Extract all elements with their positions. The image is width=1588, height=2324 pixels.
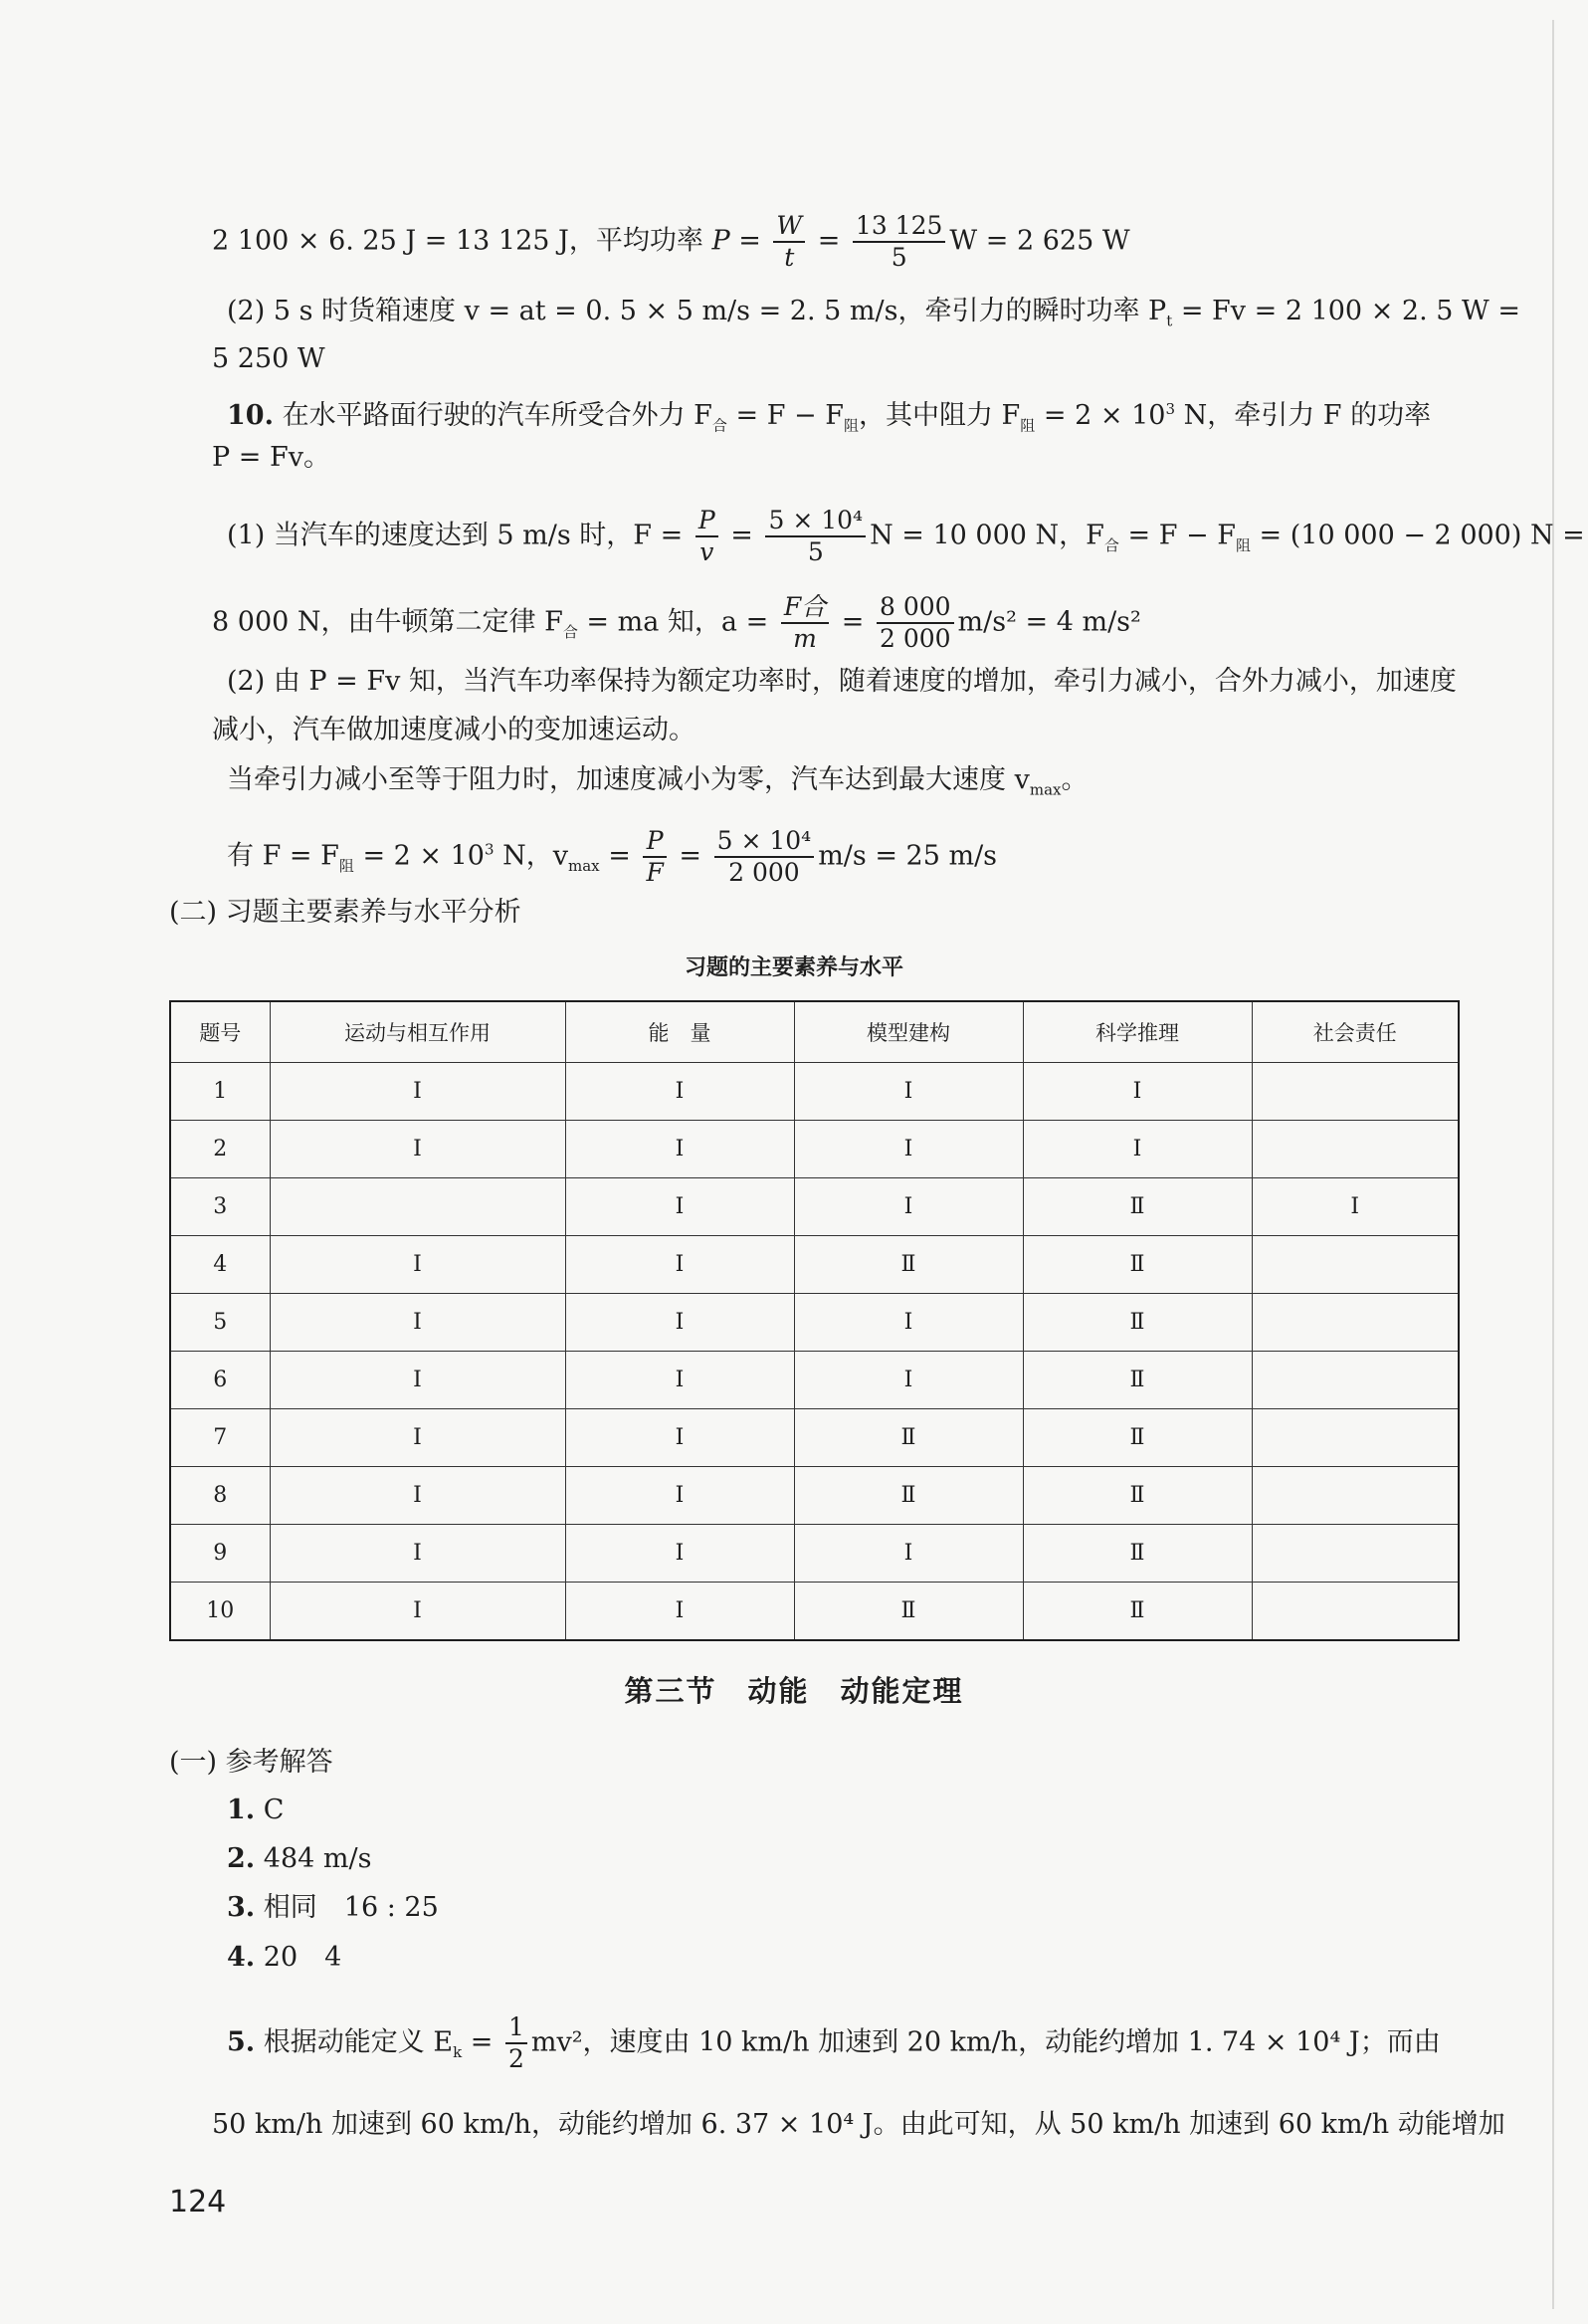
text: N = 10 000 N，F <box>870 520 1104 551</box>
line-4 <box>227 392 1431 442</box>
table-cell: Ⅰ <box>270 1467 565 1525</box>
numerator: 5 × 10⁴ <box>714 826 815 858</box>
table-title: 习题的主要素养与水平 <box>684 955 903 980</box>
text: = 2 × 10 <box>353 840 485 872</box>
header-cell: 科学推理 <box>1023 1001 1252 1063</box>
text: ，其中阻力 F <box>858 400 1021 431</box>
table-cell <box>1252 1121 1459 1178</box>
subscript: 阻 <box>1020 416 1036 435</box>
question-number: 3. <box>227 1892 256 1923</box>
subscript: max <box>568 856 600 875</box>
table-cell: 9 <box>170 1525 270 1583</box>
denominator: 2 000 <box>728 858 800 887</box>
table-cell: 3 <box>170 1178 270 1236</box>
subsection-heading: (一) 参考解答 <box>169 1747 333 1778</box>
answer-text: 相同 16 : 25 <box>263 1892 439 1923</box>
fraction <box>695 506 718 567</box>
header-cell: 社会责任 <box>1252 1001 1459 1063</box>
numerator: 8 000 <box>877 592 954 624</box>
text: (2) 5 s 时货箱速度 v = at = 0. 5 × 5 m/s = 2. 5 m/s，牵引力的瞬时功率 P <box>227 296 1167 326</box>
table-cell: Ⅰ <box>565 1467 794 1525</box>
numerator: P <box>695 506 718 537</box>
table-cell: Ⅰ <box>565 1294 794 1352</box>
table-cell: 5 <box>170 1294 270 1352</box>
table-cell: Ⅱ <box>794 1409 1023 1467</box>
fraction <box>505 2012 527 2074</box>
text: m/s² = 4 m/s² <box>957 606 1141 638</box>
text: 8 000 N，由牛顿第二定律 F <box>212 606 563 638</box>
line-9: 减小，汽车做加速度减小的变加速运动。 <box>212 715 695 745</box>
header-cell: 运动与相互作用 <box>270 1001 565 1063</box>
table-cell: Ⅰ <box>270 1294 565 1352</box>
numerator: 13 125 <box>853 211 945 243</box>
subscript: 合 <box>1103 535 1119 554</box>
table-cell: Ⅰ <box>270 1063 565 1121</box>
line-8: (2) 由 P = Fv 知，当汽车功率保持为额定功率时，随着速度的增加，牵引力减小，合外力减小，加速度 <box>227 666 1457 697</box>
text: mv²，速度由 10 km/h 加速到 20 km/h，动能约增加 1. 74 × 10⁴ J；而由 <box>530 2026 1441 2058</box>
header-cell: 能 量 <box>565 1001 794 1063</box>
text: = F − F <box>1118 520 1236 551</box>
table-cell: 10 <box>170 1583 270 1641</box>
table-cell: Ⅰ <box>794 1525 1023 1583</box>
fraction <box>781 592 829 654</box>
answer-text: 20 4 <box>263 1942 342 1973</box>
table-cell: Ⅰ <box>794 1352 1023 1409</box>
fraction <box>773 211 805 273</box>
subscript: 合 <box>562 622 578 641</box>
subscript: 合 <box>711 416 727 435</box>
text: W = 2 625 W <box>949 225 1130 257</box>
text: m/s = 25 m/s <box>818 840 998 872</box>
text: = (10 000 − 2 000) N = <box>1250 520 1585 551</box>
section-title: 第三节 动能 动能定理 <box>624 1674 964 1708</box>
table-cell <box>270 1178 565 1236</box>
numerator: W <box>773 211 805 243</box>
text: = <box>721 520 762 551</box>
text: 2 100 × 6. 25 J = 13 125 J，平均功率 <box>212 225 712 257</box>
table-cell: Ⅰ <box>270 1525 565 1583</box>
text: 在水平路面行驶的汽车所受合外力 F <box>273 400 712 431</box>
text: = <box>599 840 640 872</box>
text: = <box>670 840 710 872</box>
text: (1) 当汽车的速度达到 5 m/s 时，F = <box>227 520 692 551</box>
table-cell: Ⅱ <box>1023 1352 1252 1409</box>
table-cell: Ⅰ <box>1023 1121 1252 1178</box>
table-cell: 4 <box>170 1236 270 1294</box>
table-cell: Ⅰ <box>565 1121 794 1178</box>
question-number: 2. <box>227 1843 256 1874</box>
table-cell: Ⅰ <box>565 1583 794 1641</box>
table-cell: Ⅰ <box>565 1063 794 1121</box>
table-cell <box>1252 1583 1459 1641</box>
table-cell <box>1252 1352 1459 1409</box>
literacy-level-table <box>169 1000 1460 1641</box>
table-cell: Ⅰ <box>565 1525 794 1583</box>
table-row <box>170 1121 1459 1178</box>
table-cell: Ⅰ <box>270 1352 565 1409</box>
line-3: 5 250 W <box>212 343 325 374</box>
denominator: t <box>784 243 795 272</box>
table-cell: Ⅱ <box>794 1467 1023 1525</box>
table-row <box>170 1525 1459 1583</box>
table-cell: Ⅰ <box>270 1236 565 1294</box>
denominator: m <box>793 624 817 653</box>
table-cell: Ⅱ <box>794 1236 1023 1294</box>
answer-1 <box>227 1794 284 1827</box>
text: = <box>729 225 770 257</box>
table-cell <box>1252 1525 1459 1583</box>
table-cell: Ⅱ <box>794 1583 1023 1641</box>
table-cell <box>1252 1467 1459 1525</box>
question-number: 10. <box>227 400 274 431</box>
line-5: P = Fv。 <box>212 442 330 473</box>
denominator: 5 <box>891 243 907 272</box>
text: = <box>809 225 849 257</box>
header-cell: 题号 <box>170 1001 270 1063</box>
subscript: t <box>1166 312 1173 330</box>
table-row <box>170 1236 1459 1294</box>
table-cell <box>1252 1236 1459 1294</box>
numerator: F合 <box>781 592 829 624</box>
table-cell: Ⅱ <box>1023 1294 1252 1352</box>
answer-5 <box>227 2012 1441 2074</box>
table-cell: Ⅰ <box>270 1121 565 1178</box>
table-cell: Ⅰ <box>270 1409 565 1467</box>
line-2 <box>227 295 1520 337</box>
text: = <box>462 2026 501 2058</box>
text: 当牵引力减小至等于阻力时，加速度减小为零，汽车达到最大速度 v <box>227 764 1030 795</box>
table-cell: Ⅰ <box>1023 1063 1252 1121</box>
table-row <box>170 1583 1459 1641</box>
table-cell: Ⅰ <box>794 1121 1023 1178</box>
fraction <box>714 826 815 888</box>
line-11 <box>227 826 997 888</box>
table-cell: 1 <box>170 1063 270 1121</box>
table-cell: Ⅰ <box>1252 1178 1459 1236</box>
fraction <box>853 211 945 273</box>
line-10 <box>227 763 1088 806</box>
table-cell: Ⅰ <box>565 1352 794 1409</box>
subscript: 阻 <box>1235 535 1251 554</box>
text: 根据动能定义 E <box>255 2026 454 2058</box>
table-row <box>170 1409 1459 1467</box>
subscript: 阻 <box>338 856 354 875</box>
fraction <box>765 506 866 567</box>
table-cell <box>1252 1063 1459 1121</box>
superscript: 3 <box>1165 400 1175 418</box>
answer-4 <box>227 1941 341 1975</box>
table-cell: Ⅱ <box>1023 1525 1252 1583</box>
text: = 2 × 10 <box>1035 400 1166 431</box>
answer-2 <box>227 1842 371 1876</box>
page-edge-rule <box>1552 20 1554 2309</box>
table-row <box>170 1063 1459 1121</box>
table-cell: Ⅱ <box>1023 1409 1252 1467</box>
table-cell: 7 <box>170 1409 270 1467</box>
table-cell: Ⅰ <box>794 1294 1023 1352</box>
page-number: 124 <box>169 2185 227 2219</box>
answer-3 <box>227 1891 439 1925</box>
table-cell <box>1252 1409 1459 1467</box>
denominator: 2 000 <box>879 624 951 653</box>
header-cell: 模型建构 <box>794 1001 1023 1063</box>
table-cell: Ⅰ <box>565 1409 794 1467</box>
table-cell: Ⅱ <box>1023 1236 1252 1294</box>
line-7 <box>212 592 1141 654</box>
text: = ma 知，a = <box>577 606 777 638</box>
table-cell: Ⅰ <box>794 1178 1023 1236</box>
subscript: 阻 <box>843 416 859 435</box>
denominator: 5 <box>807 537 824 566</box>
text: 。 <box>1061 764 1089 795</box>
fraction <box>877 592 954 654</box>
table-cell <box>1252 1294 1459 1352</box>
table-row <box>170 1294 1459 1352</box>
text: = Fv = 2 100 × 2. 5 W = <box>1172 296 1520 326</box>
table-cell: Ⅱ <box>1023 1178 1252 1236</box>
denominator: F <box>646 858 664 887</box>
denominator: 2 <box>507 2044 524 2073</box>
table-header-row <box>170 1001 1459 1063</box>
answer-5-line-2: 50 km/h 加速到 60 km/h，动能约增加 6. 37 × 10⁴ J。由此可知，从 50 km/h 加速到 60 km/h 动能增加 <box>212 2109 1505 2140</box>
answer-text: C <box>263 1795 285 1825</box>
text: = F − F <box>726 400 844 431</box>
table-cell: Ⅰ <box>794 1063 1023 1121</box>
line-6 <box>227 506 1585 567</box>
table-cell: Ⅱ <box>1023 1467 1252 1525</box>
text: 有 F = F <box>227 840 339 872</box>
table-cell: Ⅰ <box>565 1178 794 1236</box>
question-number: 4. <box>227 1942 256 1973</box>
table-cell: Ⅰ <box>270 1583 565 1641</box>
subsection-heading: (二) 习题主要素养与水平分析 <box>169 897 521 928</box>
superscript: 3 <box>484 840 495 859</box>
table-cell: Ⅰ <box>565 1236 794 1294</box>
question-number: 5. <box>227 2026 256 2058</box>
subscript: k <box>453 2042 463 2061</box>
line-1 <box>212 211 1130 273</box>
table-row <box>170 1178 1459 1236</box>
table-cell: 2 <box>170 1121 270 1178</box>
table-cell: 8 <box>170 1467 270 1525</box>
text: = <box>833 606 873 638</box>
numerator: P <box>643 826 666 858</box>
subscript: max <box>1029 780 1062 799</box>
table-row <box>170 1352 1459 1409</box>
question-number: 1. <box>227 1795 256 1825</box>
text: N，牵引力 F 的功率 <box>1174 400 1432 431</box>
table-cell: Ⅱ <box>1023 1583 1252 1641</box>
table-cell: 6 <box>170 1352 270 1409</box>
fraction <box>643 826 666 888</box>
answer-text: 484 m/s <box>263 1843 372 1874</box>
text: P <box>711 225 730 257</box>
text: N，v <box>494 840 568 872</box>
numerator: 1 <box>505 2012 527 2044</box>
denominator: v <box>699 537 714 566</box>
numerator: 5 × 10⁴ <box>765 506 866 537</box>
table-row <box>170 1467 1459 1525</box>
